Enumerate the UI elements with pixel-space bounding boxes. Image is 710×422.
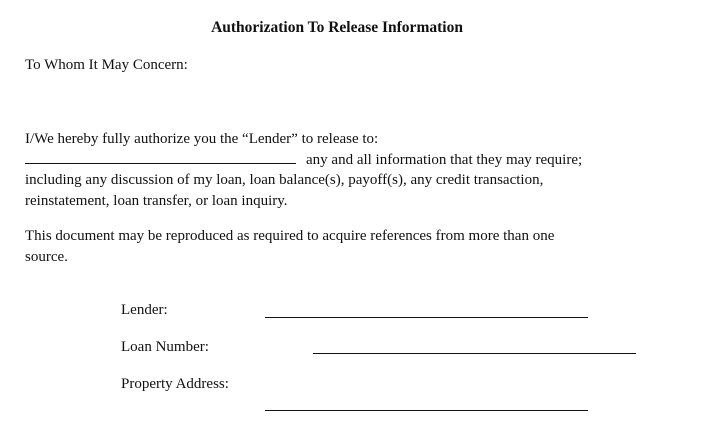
property-address-blank-line[interactable] (265, 410, 588, 411)
loan-number-blank-line[interactable] (313, 353, 636, 354)
lender-label: Lender: (121, 302, 168, 318)
para1-line3: including any discussion of my loan, loan balance(s), payoff(s), any credit transaction, (25, 172, 544, 188)
para2-line2: source. (25, 248, 68, 265)
para2-line1: This document may be reproduced as required to acquire references from more than one (25, 228, 555, 244)
lender-blank-line[interactable] (265, 317, 588, 318)
salutation: To Whom It May Concern: (25, 57, 188, 73)
recipient-blank-line[interactable] (25, 151, 296, 164)
document-title: Authorization To Release Information (211, 19, 463, 36)
loan-number-label: Loan Number: (121, 339, 209, 355)
reproduction-paragraph (25, 226, 665, 267)
authorization-paragraph (25, 129, 665, 211)
para1-line2-text: any and all information that they may require; (306, 151, 583, 168)
property-address-label: Property Address: (121, 376, 229, 392)
para1-line1: I/We hereby fully authorize you the “Lender” to release to: (25, 131, 379, 147)
para1-line2 (25, 150, 665, 171)
para1-line4: reinstatement, loan transfer, or loan inquiry. (25, 192, 288, 209)
